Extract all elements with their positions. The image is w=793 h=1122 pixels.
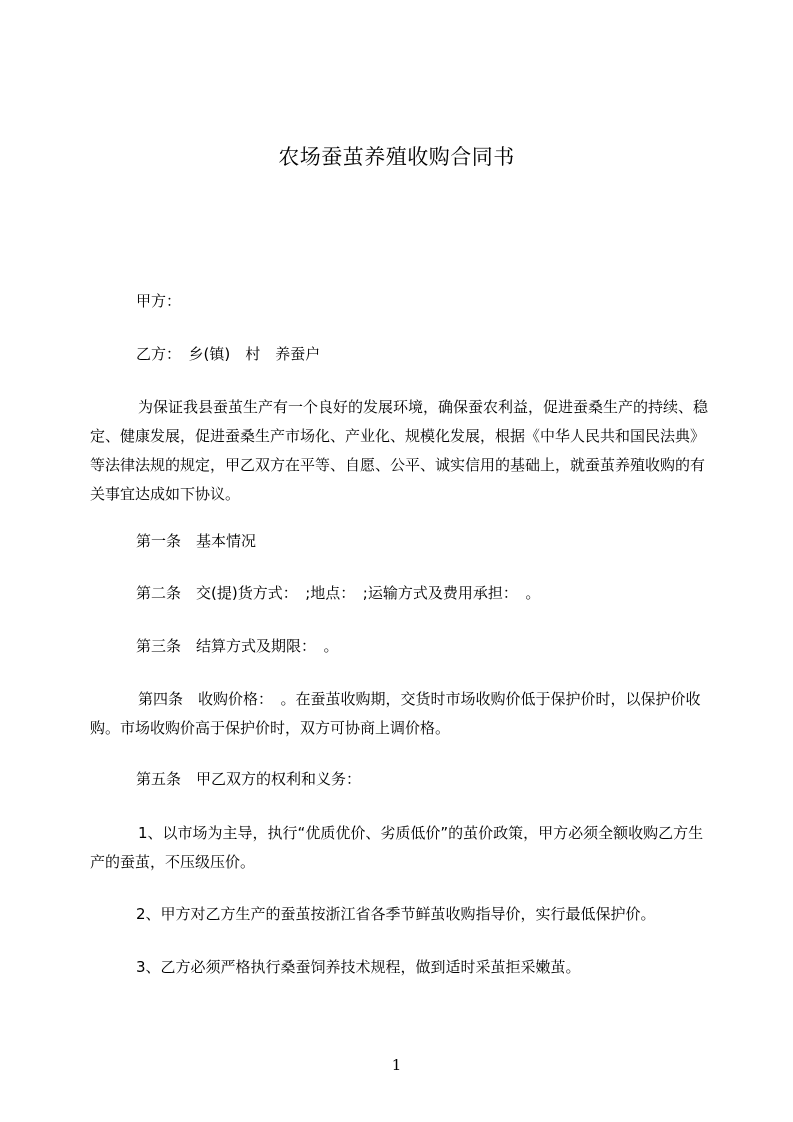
document-title: 农场蚕茧养殖收购合同书 bbox=[278, 145, 515, 169]
article-5-item-2: 2、甲方对乙方生产的蚕茧按浙江省各季节鲜茧收购指导价，实行最低保护价。 bbox=[136, 905, 656, 923]
party-b-line: 乙方： 乡(镇) 村 养蚕户 bbox=[136, 345, 321, 363]
preamble-paragraph: 为保证我县蚕茧生产有一个良好的发展环境，确保蚕农利益，促进蚕桑生产的持续、稳定、健康发展，促进蚕桑生产市场化、产业化、规模化发展，根据《中华人民共和国民法典》等法律法规的规定，甲乙双方在平等、自愿、公平、诚实信用的基础上，就蚕茧养殖收购的有关事宜达成如下协议。 bbox=[90, 398, 709, 503]
article-3: 第三条 结算方式及期限： 。 bbox=[136, 637, 339, 655]
article-5: 第五条 甲乙双方的权利和义务： bbox=[136, 770, 362, 788]
article-5-item-3: 3、乙方必须严格执行桑蚕饲养技术规程，做到适时采茧拒采嫩茧。 bbox=[136, 958, 581, 976]
article-2: 第二条 交(提)货方式： ;地点： ;运输方式及费用承担： 。 bbox=[136, 584, 541, 602]
page-number: 1 bbox=[391, 1056, 402, 1074]
article-5-item-1: 1、以市场为主导，执行“优质优价、劣质低价”的茧价政策，甲方必须全额收购乙方生产的蚕茧，不压级压价。 bbox=[90, 824, 704, 871]
article-1: 第一条 基本情况 bbox=[136, 532, 257, 550]
party-a-line: 甲方： bbox=[136, 292, 182, 310]
article-4: 第四条 收购价格： 。在蚕茧收购期，交货时市场收购价低于保护价时，以保护价收购。市场收购价高于保护价时，双方可协商上调价格。 bbox=[90, 690, 701, 737]
